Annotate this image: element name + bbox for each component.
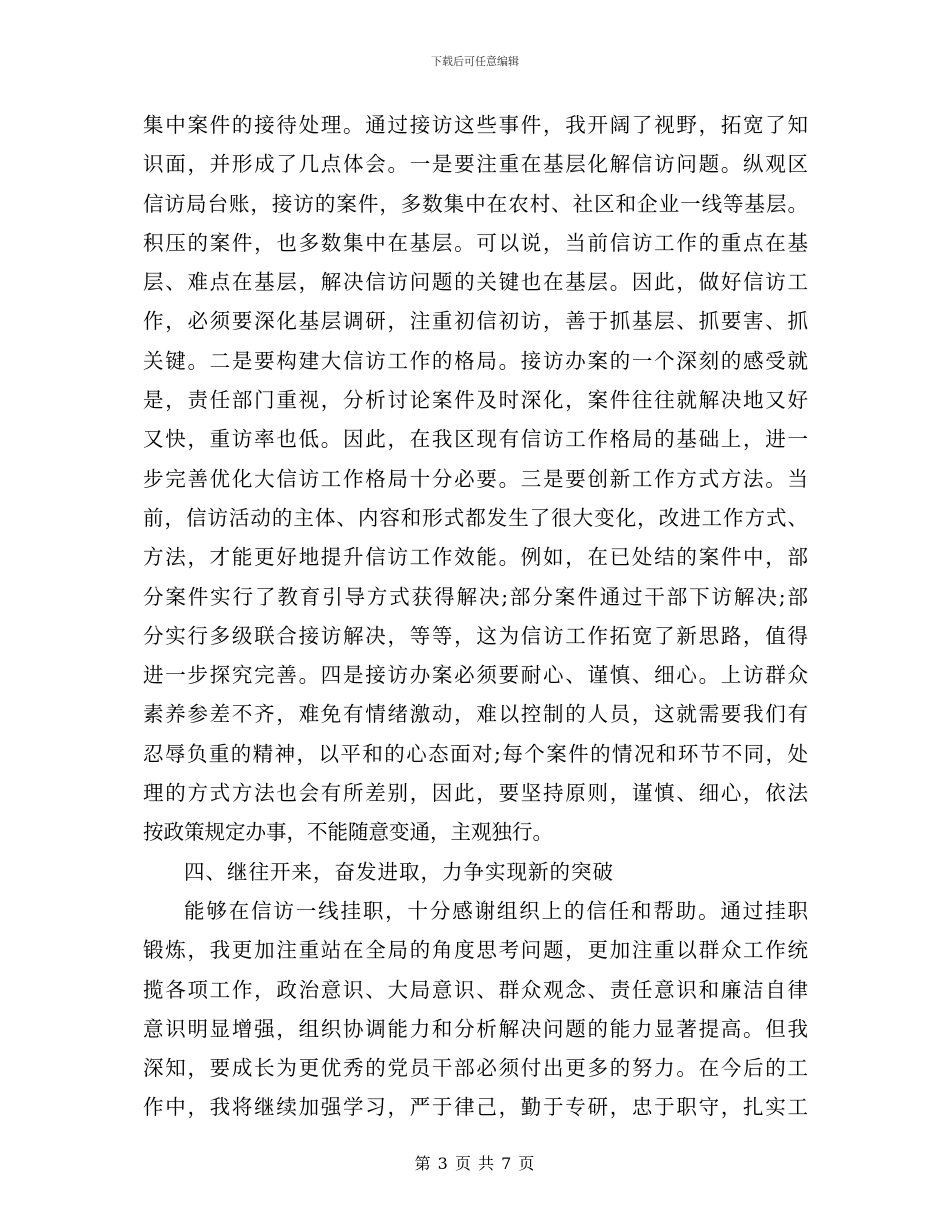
text-line: 积压的案件，也多数集中在基层。可以说，当前信访工作的重点在基 (143, 230, 808, 255)
text-line: 进一步探究完善。四是接访办案必须要耐心、谨慎、细心。上访群众 (143, 663, 808, 688)
text-line: 分案件实行了教育引导方式获得解决;部分案件通过干部下访解决;部 (143, 584, 808, 609)
text-line: 识面，并形成了几点体会。一是要注重在基层化解信访问题。纵观区 (143, 152, 808, 177)
text-line: 分实行多级联合接访解决，等等，这为信访工作拓宽了新思路，值得 (143, 623, 808, 648)
text-line: 信访局台账，接访的案件，多数集中在农村、社区和企业一线等基层。 (143, 191, 808, 216)
paragraph-1 (143, 106, 808, 853)
text-line: 揽各项工作，政治意识、大局意识、群众观念、责任意识和廉洁自律 (143, 977, 808, 1002)
text-line: 步完善优化大信访工作格局十分必要。三是要创新工作方式方法。当 (143, 466, 808, 491)
document-body (143, 106, 808, 1128)
text-line: 能够在信访一线挂职，十分感谢组织上的信任和帮助。通过挂职 (184, 898, 808, 923)
text-line: 意识明显增强，组织协调能力和分析解决问题的能力显著提高。但我 (143, 1016, 808, 1041)
text-line: 又快，重访率也低。因此，在我区现有信访工作格局的基础上，进一 (143, 427, 808, 452)
text-line: 按政策规定办事，不能随意变通，主观独行。 (143, 820, 553, 845)
text-line: 方法，才能更好地提升信访工作效能。例如，在已处结的案件中，部 (143, 545, 808, 570)
text-line: 是，责任部门重视，分析讨论案件及时深化，案件往往就解决地又好 (143, 388, 808, 413)
text-line: 理的方式方法也会有所差别，因此，要坚持原则，谨慎、细心，依法 (143, 781, 808, 806)
text-line: 深知，要成长为更优秀的党员干部必须付出更多的努力。在今后的工 (143, 1056, 808, 1081)
page-header-note: 下载后可任意编辑 (431, 55, 519, 68)
text-line: 作，必须要深化基层调研，注重初信初访，善于抓基层、抓要害、抓 (143, 309, 808, 334)
section-heading: 四、继往开来，奋发进取，力争实现新的突破 (184, 859, 614, 884)
text-line: 关键。二是要构建大信访工作的格局。接访办案的一个深刻的感受就 (143, 348, 808, 373)
text-line: 作中，我将继续加强学习，严于律己，勤于专研，忠于职守，扎实工 (143, 1095, 808, 1120)
text-line: 前，信访活动的主体、内容和形式都发生了很大变化，改进工作方式、 (143, 505, 808, 530)
text-line: 锻炼，我更加注重站在全局的角度思考问题，更加注重以群众工作统 (143, 938, 808, 963)
text-line: 层、难点在基层，解决信访问题的关键也在基层。因此，做好信访工 (143, 270, 808, 295)
text-line: 集中案件的接待处理。通过接访这些事件，我开阔了视野，拓宽了知 (143, 113, 808, 137)
paragraph-2 (143, 892, 808, 1128)
text-line: 忍辱负重的精神，以平和的心态面对;每个案件的情况和环节不同，处 (143, 741, 808, 766)
page-number-footer: 第 3 页 共 7 页 (414, 1154, 536, 1173)
text-line: 素养参差不齐，难免有情绪激动，难以控制的人员，这就需要我们有 (143, 702, 808, 727)
